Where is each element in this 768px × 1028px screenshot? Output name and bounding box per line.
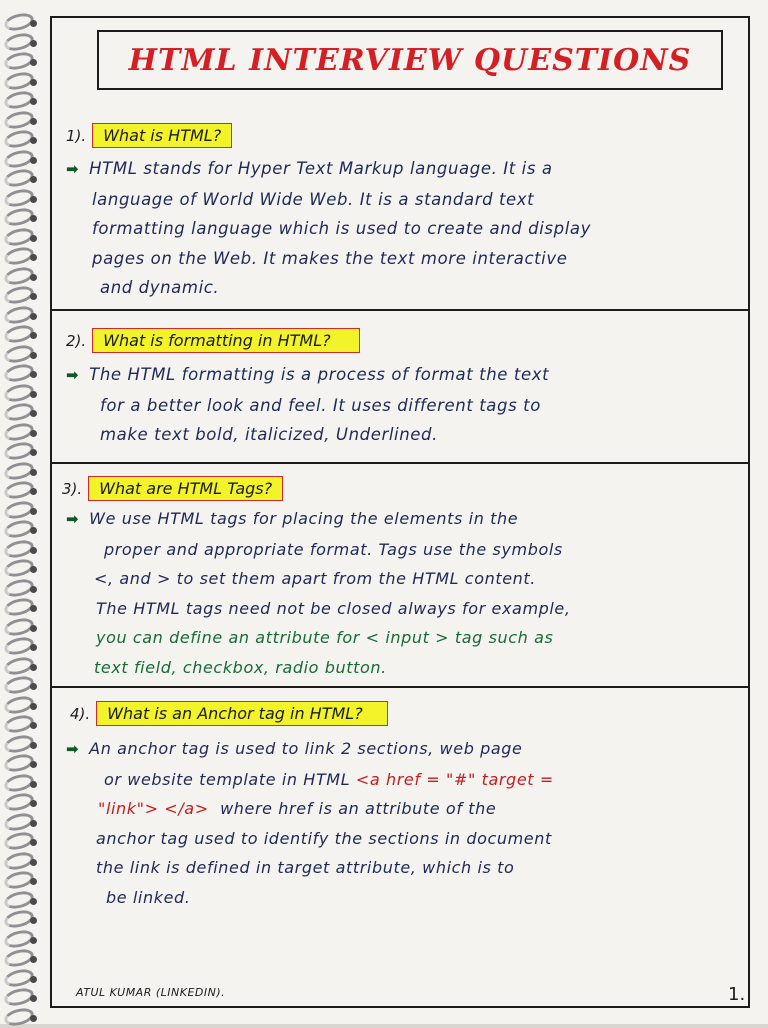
section-divider (52, 462, 748, 464)
question-highlight: What is HTML? (92, 123, 232, 148)
punch-hole (30, 98, 37, 105)
punch-hole (30, 449, 37, 456)
punch-hole (30, 527, 37, 534)
question-highlight: What is an Anchor tag in HTML? (96, 701, 388, 726)
answer-line: formatting language which is used to create and display (92, 219, 591, 238)
arrow-right-icon: ➡ (66, 510, 80, 528)
punch-hole (30, 430, 37, 437)
question-2 (66, 328, 360, 353)
punch-hole (30, 313, 37, 320)
question-number: 2). (66, 331, 87, 350)
punch-hole (30, 605, 37, 612)
section-divider (52, 686, 748, 688)
answer-line: <, and > to set them apart from the HTML content. (94, 569, 536, 588)
answer-line: the link is defined in target attribute, which is to (96, 858, 515, 877)
punch-hole (30, 508, 37, 515)
punch-hole (30, 781, 37, 788)
punch-hole (30, 839, 37, 846)
punch-hole (30, 196, 37, 203)
punch-hole (30, 566, 37, 573)
code-snippet: "link"> </a> (98, 799, 209, 818)
punch-hole (30, 625, 37, 632)
punch-hole (30, 995, 37, 1002)
page-title: HTML INTERVIEW QUESTIONS (128, 42, 692, 78)
punch-hole (30, 878, 37, 885)
punch-hole (30, 956, 37, 963)
answer-line: ➡ The HTML formatting is a process of format the text (66, 360, 549, 391)
spiral-binding (0, 0, 44, 1024)
punch-hole (30, 469, 37, 476)
punch-hole (30, 859, 37, 866)
punch-hole (30, 703, 37, 710)
punch-hole (30, 800, 37, 807)
section-divider (52, 309, 748, 311)
answer-line: you can define an attribute for < input > tag such as (96, 628, 554, 647)
punch-hole (30, 215, 37, 222)
answer-line: ➡ An anchor tag is used to link 2 sections, web page (66, 734, 554, 765)
answer-line: anchor tag used to identify the sections in document (96, 828, 552, 848)
punch-hole (30, 254, 37, 261)
punch-hole (30, 410, 37, 417)
answer-line: language of World Wide Web. It is a standard text (92, 189, 535, 209)
punch-hole (30, 488, 37, 495)
answer-line: "link"> </a> where href is an attribute of the (98, 799, 497, 818)
answer-2 (66, 360, 549, 450)
punch-hole (30, 761, 37, 768)
answer-line: ➡ HTML stands for Hyper Text Markup language. It is a (66, 154, 591, 185)
punch-hole (30, 371, 37, 378)
answer-4 (66, 734, 554, 912)
punch-hole (30, 917, 37, 924)
answer-line: The HTML tags need not be closed always for example, (96, 598, 571, 618)
arrow-right-icon: ➡ (66, 740, 80, 758)
punch-hole (30, 898, 37, 905)
question-highlight: What is formatting in HTML? (92, 328, 359, 353)
answer-line: ➡ We use HTML tags for placing the elements in the (66, 504, 571, 535)
punch-hole (30, 40, 37, 47)
answer-line: pages on the Web. It makes the text more interactive (92, 248, 568, 268)
punch-hole (30, 547, 37, 554)
punch-hole (30, 664, 37, 671)
arrow-right-icon: ➡ (66, 366, 80, 384)
question-1 (66, 123, 232, 148)
punch-hole (30, 742, 37, 749)
punch-hole (30, 274, 37, 281)
punch-hole (30, 683, 37, 690)
answer-line: or website template in HTML <a href = "#" target = (104, 769, 554, 789)
punch-hole (30, 293, 37, 300)
answer-line: and dynamic. (100, 278, 220, 297)
punch-hole (30, 235, 37, 242)
question-3 (62, 476, 283, 501)
punch-hole (30, 722, 37, 729)
punch-hole (30, 352, 37, 359)
question-number: 3). (62, 479, 83, 498)
punch-hole (30, 937, 37, 944)
punch-hole (30, 20, 37, 27)
code-snippet: <a href = "#" target = (355, 769, 554, 789)
punch-hole (30, 391, 37, 398)
author-credit: ATUL KUMAR (LINKEDIN). (76, 986, 226, 999)
page-number: 1. (728, 984, 746, 1005)
punch-hole (30, 1015, 37, 1022)
arrow-right-icon: ➡ (66, 160, 80, 178)
question-highlight: What are HTML Tags? (88, 476, 283, 501)
punch-hole (30, 137, 37, 144)
punch-hole (30, 59, 37, 66)
punch-hole (30, 332, 37, 339)
answer-line: proper and appropriate format. Tags use the symbols (104, 539, 563, 559)
question-number: 1). (66, 126, 87, 145)
answer-line: text field, checkbox, radio button. (94, 657, 387, 677)
punch-hole (30, 586, 37, 593)
punch-hole (30, 176, 37, 183)
answer-line: make text bold, italicized, Underlined. (100, 425, 438, 444)
answer-3 (66, 504, 571, 682)
question-number: 4). (70, 704, 91, 723)
answer-1 (66, 154, 591, 303)
punch-hole (30, 118, 37, 125)
punch-hole (30, 157, 37, 164)
answer-line: be linked. (106, 887, 191, 907)
title-box (97, 30, 723, 90)
punch-hole (30, 820, 37, 827)
punch-hole (30, 79, 37, 86)
punch-hole (30, 976, 37, 983)
punch-hole (30, 644, 37, 651)
question-4 (70, 701, 388, 726)
answer-line: for a better look and feel. It uses different tags to (100, 395, 541, 415)
